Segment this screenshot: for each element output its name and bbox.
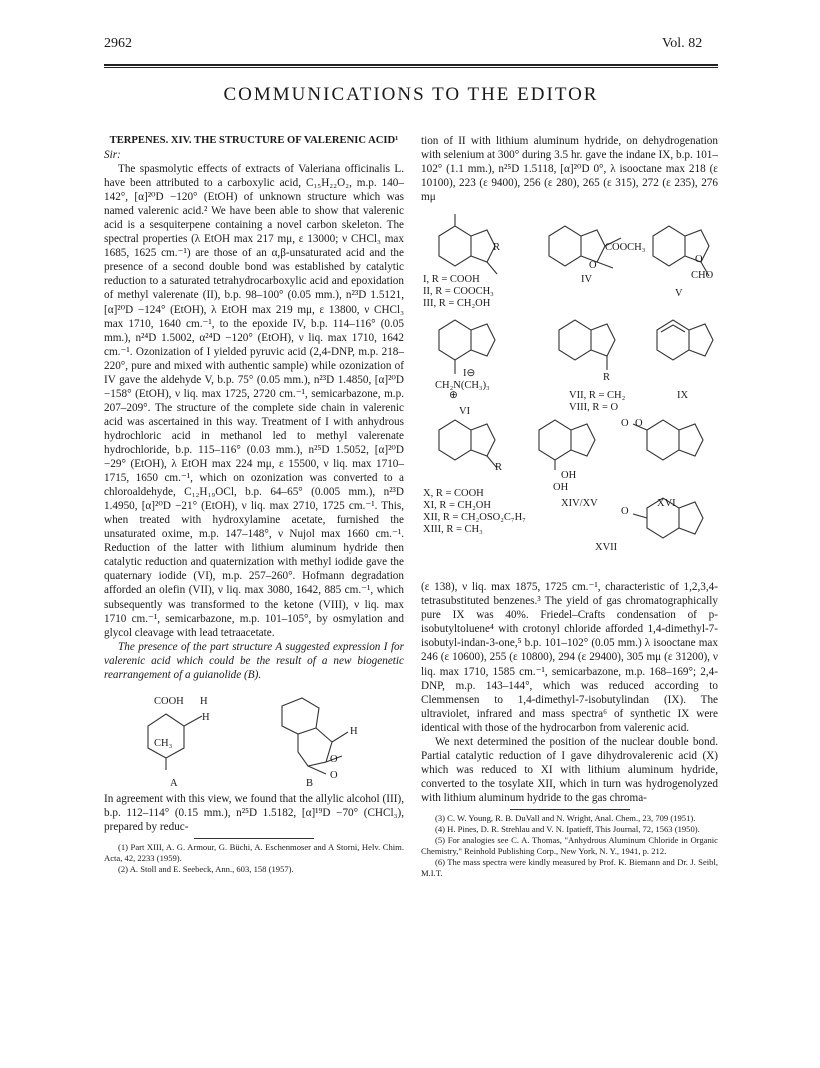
A-ch3-label: CH₃ [154,737,173,749]
A-cooh-label: COOH [154,695,184,707]
page-number: 2962 [104,36,132,51]
column-right [421,134,718,879]
figure-A-B [104,686,404,790]
footnote-3: (3) C. W. Young, R. B. DuVall and N. Wright, Anal. Chem., 23, 709 (1951). [435,812,696,823]
row1-R: R [493,242,501,254]
label-IX: IX [677,390,689,402]
row2-R: R [603,372,611,384]
section-title: COMMUNICATIONS TO THE EDITOR [223,84,599,105]
footnote-rule-col2 [510,809,630,810]
legend-III: III, R = CH₂OH [423,298,491,310]
legend-VIII: VIII, R = O [569,402,619,414]
structures-figure [421,208,718,580]
row3-O1: O [621,418,629,430]
legend-XIII: XIII, R = CH₃ [423,524,483,536]
row3-R: R [495,462,503,474]
label-VI: VI [459,406,471,418]
structure-A-B-drawing [104,686,404,790]
body-paragraph-col2-2: We next determined the position of the nuclear double bond. Partial catalytic reduction of I gave dihydrovalerenic acid (X) which was reduced to XI with lithium aluminum hydride, converted to the tosylate XII, which in turn was hydrogenolyzed with lithium aluminum hydride to the gas chroma- [421,735,718,804]
footnote-1: (1) Part XIII, A. G. Armour, G. Büchi, A. Eschenmoser and A Storni, Helv. Chim. Acta, 42, 2233 (1959). [104,841,404,863]
label-B: B [306,777,314,789]
footnote-2: (2) A. Stoll and E. Seebeck, Ann., 603, 158 (1957). [118,863,294,874]
footnote-rule [194,838,314,839]
B-o-label: O [330,753,338,765]
legend-XI: XI, R = CH₂OH [423,500,491,512]
label-V: V [675,288,683,300]
label-XVI: XVI [657,498,676,510]
body-paragraph-after-figure: In agreement with this view, we found that the allylic alcohol (III), b.p. 112–114° (0.15 mm.), n²⁵D 1.5182, [α]¹⁹D −70° (CHCl₃), prepared by reduc- [104,792,404,833]
legend-I: I, R = COOH [423,274,480,286]
row1-COOCH3: COOCH₃ [605,242,646,254]
legend-II: II, R = COOCH₃ [423,286,494,298]
header-rule [104,64,718,66]
row1-O1: O [589,260,597,272]
A-h2-label: H [202,711,210,723]
B-o2-label: O [330,769,338,781]
row3-OH1: OH [561,470,577,482]
italic-paragraph: The presence of the part structure A suggested expression I for valerenic acid which could be the result of a new biogenetic rearrangement of a guianolide (B). [104,640,404,681]
row1-CHO: CHO [691,270,714,282]
label-IV: IV [581,274,593,286]
body-paragraph-col2-top: tion of II with lithium aluminum hydride, on dehydrogenation with selenium at 300° during 3.5 hr. gave the indane IX, b.p. 101–102° (1.1 mm.), n²⁵D 1.5118, [α]²⁰D 0°, λ isooctane max 218 (ε 10100), 223 (ε 9400), 256 (ε 280), 265 (ε 315), 272 (ε 235), 276 mμ [421,135,718,204]
row2-amine: CH₂N(CH₃)₃ [435,380,490,392]
label-XIV-XV: XIV/XV [561,498,598,510]
footnote-6: (6) The mass spectra were kindly measured by Prof. K. Biemann and Dr. J. Seibl, M.I.T. [421,856,718,878]
legend-XII: XII, R = CH₂OSO₂C₇H₇ [423,512,526,524]
salutation: Sir: [104,149,121,161]
body-paragraph: The spasmolytic effects of extracts of Valeriana officinalis L. have been attributed to a carboxylic acid, C₁₅H₂₂O₂, m.p. 140–142°, [α]²⁰D −120° (EtOH) of unknown structure which was named valerenic acid.² We have been able to show that valerenic acid is a sesquiterpene containing a novel carbon skeleton. The spectral properties (λ EtOH max 217 mμ, ε 13000; ν CHCl₃ max 1685, 1625 cm.⁻¹) are those of an α,β-unsaturated acid and the presence of a second double bond was established by catalytic reduction to a saturated tetrahydrocarboxylic acid and epoxidation of methyl valerenate (II), b.p. 98–100° (0.05 mm.), n²³D 1.5121, [α]²⁰D −124° (EtOH), λ EtOH max 219 mμ, ε 13800, ν CHCl₃ max 1710, 1640 cm.⁻¹, to the epoxide IV, b.p. 114–116° (0.05 mm.), n²⁴D 1.5002, α²⁴D −120° (EtOH), ν liq. max 1710, 1642 cm.⁻¹. Ozonization of I yielded pyruvic acid (2,4-DNP, m.p. 218–220°, pure and mixed with authentic sample) while ozonization of IV gave the aldehyde V, b.p. 75° (0.05 mm.), n²³D 1.4850, [α]²⁰D −158° (EtOH), ν liq. max 1725, 2720 cm.⁻¹, semicarbazone, m.p. 207–209°. The structure of the complete side chain in valerenic acid was ascertained in this way. Treatment of I with anhydrous hydrochloric acid in methanol led to methyl valerenate hydrochloride, b.p. 115–116° (0.03 mm.), n²⁵D 1.5052, [α]²⁰D −29° (EtOH), λ EtOH max 224 mμ, ε 15500, ν liq. max 1710–1715, 1650 cm.⁻¹, which on ozonization was converted to a chloroaldehyde, C₁₂H₁₉OCl, b.p. 64–65° (0.005 mm.), n²³D 1.4950, [α]²⁰D −21° (EtOH), ν liq. max 2710, 1725 cm.⁻¹. This, when treated with hydroxylamine acetate, furnished the unsaturated oxime, m.p. 147–148°, ν Nujol max 1660 cm.⁻¹. Reduction of the latter with lithium aluminum hydride then catalytic reduction and quaternization with methyl iodide gave the quaternary iodide (VI), m.p. 257–260°. Hofmann degradation afforded an olefin (VII), ν liq. max 3080, 1642, 885 cm.⁻¹, which subsequently was transformed to the ketone (VIII), ν liq. max 1710 cm.⁻¹, semicarbazone, m.p. 101–105°, by osmylation and glycol cleavage with lead tetraacetate. [104,163,404,639]
row1-O2: O [695,254,703,266]
volume-number: Vol. 82 [662,36,703,51]
body-paragraph-col2-1: (ε 138), ν liq. max 1875, 1725 cm.⁻¹, characteristic of 1,2,3,4-tetrasubstituted benzenes.³ The yield of gas chromatographically pure IX was 40%. Friedel–Crafts condensation of p-isobutyltoluene⁴ with crotonyl chloride afforded 1,4-dimethyl-7-isobutyl-indan-3-one,⁵ b.p. 101–102° (0.05 mm.) λ isooctane max 246 (ε 10600), 255 (ε 10800), 294 (ε 29400), 305 mμ (ε 31200), ν liq. max 1710, 1585 cm.⁻¹, semicarbazone, m.p. 168–169°; 2,4-DNP, m.p. 143–144°, which was reduced according to Clemmensen to 1,4-dimethyl-7-isobutylindan (IX). The ultraviolet, infrared and mass spectra⁶ of synthetic IX were identical with those of the hydrocarbon from valerenic acid. [421,581,718,734]
row4-O: O [621,506,629,518]
column-left [104,134,404,875]
row3-OH2: OH [553,482,569,494]
row2-plus: ⊕ [449,390,458,402]
label-XVII: XVII [595,542,618,554]
footnote-4: (4) H. Pines, D. R. Strehlau and V. N. Ipatieff, This Journal, 72, 1563 (1950). [435,823,700,834]
legend-VII: VII, R = CH₂ [569,390,626,402]
footnote-5: (5) For analogies see C. A. Thomas, "Anhydrous Aluminum Chloride in Organic Chemistry," Reinhold Publishing Corp., New York, N. Y., 1941, p. 212. [421,834,718,856]
B-h-label: H [350,725,358,737]
legend-X: X, R = COOH [423,488,484,500]
header-rule-thin [104,67,718,68]
A-h-label: H [200,695,208,707]
row2-iodide: I⊖ [463,368,476,380]
article-title: TERPENES. XIV. THE STRUCTURE OF VALERENIC ACID¹ [109,135,399,146]
row3-O2: O [635,418,643,430]
label-A: A [170,777,178,789]
